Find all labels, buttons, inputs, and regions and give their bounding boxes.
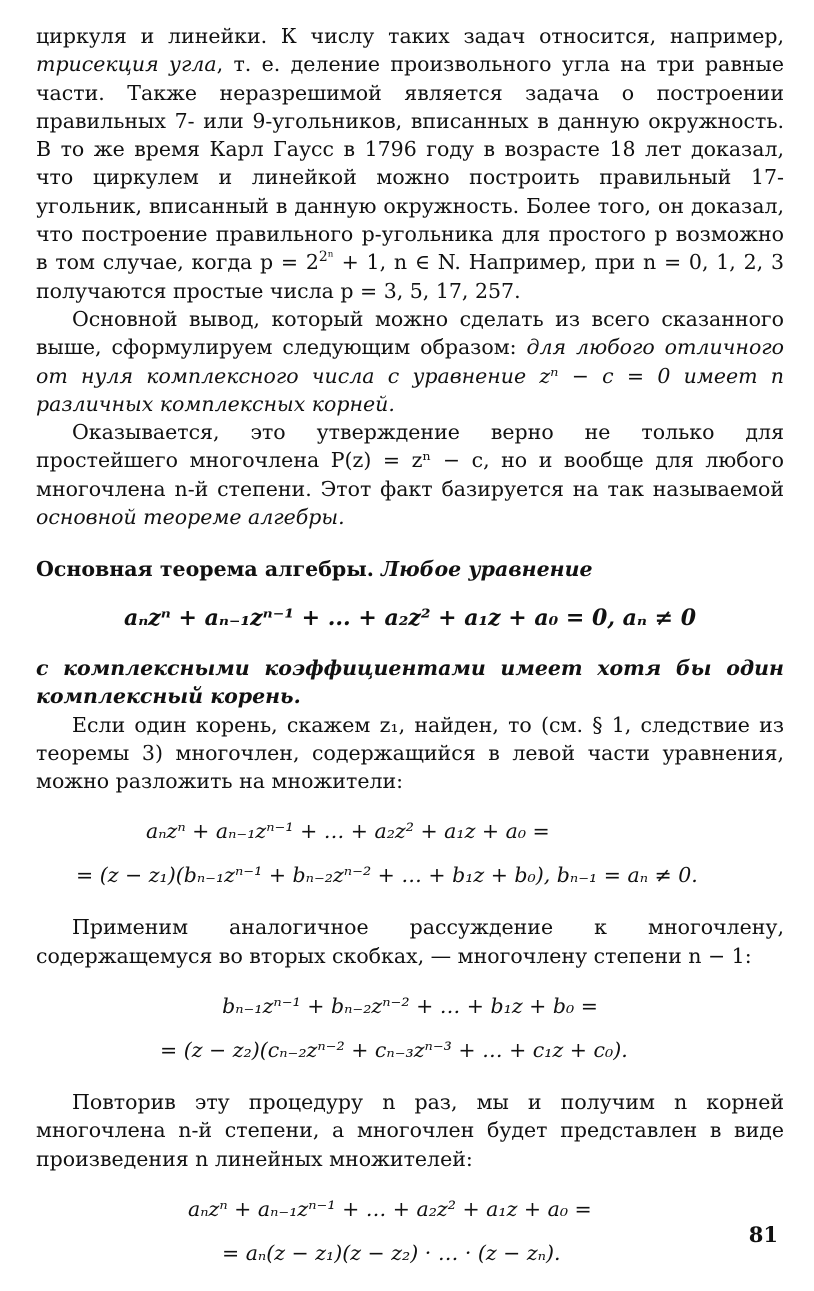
paragraph-1-text-b: , т. е. деление произвольного угла на три равные части. Также неразрешимой является задача о построении правильных 7- или 9-угольников, вписанных в данную окружность. В то же время Карл Гаусс в 1796 году в возрасте 18 лет доказал, что циркулем и линейкой можно построить правильный 17-угольник, вписанный в данную окружность. Более того, он доказал, что построение правильного p-угольника для простого p возможно в том случае, когда p = 2 [36,52,784,275]
formula-block-1 [36,809,784,897]
paragraph-1-exponent: 2ⁿ [318,249,334,266]
theorem-conclusion: с комплексными коэффициентами имеет хотя бы один комплексный корень. [36,655,784,709]
paragraph-1-term: трисекция угла [36,52,217,77]
paragraph-5: Применим аналогичное рассуждение к многочлену, содержащемуся во вторых скобках, — многочлену степени n − 1: [36,915,784,968]
paragraph-4: Если один корень, скажем z₁, найден, то (см. § 1, следствие из теоремы 3) многочлен, содержащийся в левой части уравнения, можно разложить на множители: [36,712,784,794]
formula-2-line-1: bₙ₋₁zⁿ⁻¹ + bₙ₋₂zⁿ⁻² + … + b₁z + b₀ = [222,994,598,1019]
paragraph-1-text-a: циркуля и линейки. К числу таких задач относится, например, [36,24,784,48]
formula-1-line-2: = (z − z₁)(bₙ₋₁zⁿ⁻¹ + bₙ₋₂zⁿ⁻² + … + b₁z + b₀), bₙ₋₁ = aₙ ≠ 0. [76,863,698,888]
paragraph-3-text: Оказывается, это утверждение верно не только для простейшего многочлена P(z) = zⁿ − c, но и вообще для любого многочлена n-й степени. Этот факт базируется на так называемой [36,420,784,501]
paragraph-3 [36,418,784,531]
formula-3-line-1: aₙzⁿ + aₙ₋₁zⁿ⁻¹ + … + a₂z² + a₁z + a₀ = [188,1196,592,1221]
paragraph-1 [36,22,784,305]
formula-1-line-1: aₙzⁿ + aₙ₋₁zⁿ⁻¹ + … + a₂z² + a₁z + a₀ = [146,819,550,844]
page-number: 81 [748,1222,778,1247]
paragraph-1-text-c: + 1, n ∈ N. Например, при n = 0, 1, 2, 3 получаются простые числа p = 3, 5, 17, 257. [36,250,784,303]
paragraph-6: Повторив эту процедуру n раз, мы и получим n корней многочлена n-й степени, а многочлен будет представлен в виде произведения n линейных множителей: [36,1090,784,1171]
formula-block-3 [36,1187,784,1275]
theorem-intro: Любое уравнение [373,557,593,582]
paragraph-2-text: Основной вывод, который можно сделать из всего сказанного выше, сформулируем следующим образом: [36,306,784,360]
page-body [36,22,784,1291]
paragraph-2-statement: для любого отличного от нуля комплексного числа с уравнение zⁿ − c = 0 имеет n различных комплексных корней. [36,335,784,416]
paragraph-2 [36,305,784,418]
theorem-title: Основная теорема алгебры. [36,557,374,582]
paragraph-3-term: основной теореме алгебры. [36,505,345,530]
theorem-heading [36,555,784,583]
formula-block-2 [36,984,784,1072]
formula-2-line-2: = (z − z₂)(cₙ₋₂zⁿ⁻² + cₙ₋₃zⁿ⁻³ + … + c₁z + c₀). [160,1038,628,1063]
theorem-formula: aₙzⁿ + aₙ₋₁zⁿ⁻¹ + ... + a₂z² + a₁z + a₀ = 0, aₙ ≠ 0 [123,604,697,631]
formula-3-line-2: = aₙ(z − z₁)(z − z₂) · … · (z − zₙ). [222,1240,561,1265]
